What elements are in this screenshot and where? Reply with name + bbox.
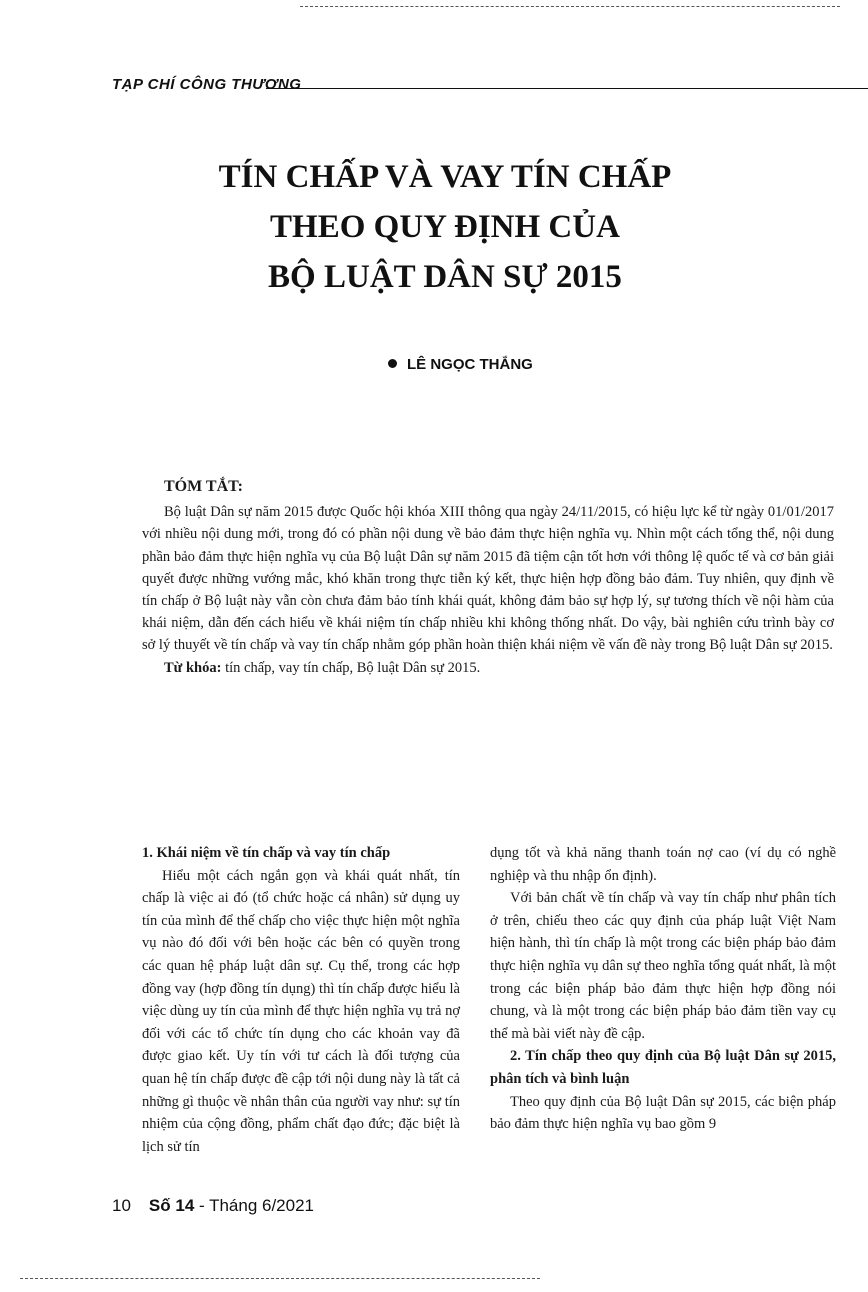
section-2-title: 2. Tín chấp theo quy định của Bộ luật Dân sự 2015, phân tích và bình luận	[490, 1048, 836, 1087]
abstract-heading: TÓM TẮT:	[164, 478, 243, 495]
section-2-body: Theo quy định của Bộ luật Dân sự 2015, các biện pháp bảo đảm thực hiện nghĩa vụ bao gồm 9	[490, 1093, 836, 1133]
article-title	[140, 152, 750, 302]
keywords-text: tín chấp, vay tín chấp, Bộ luật Dân sự 2015.	[221, 659, 481, 676]
continued-paragraph: dụng tốt và khả năng thanh toán nợ cao (ví dụ có nghề nghiệp và thu nhập ổn định).	[490, 845, 836, 884]
title-line-2: THEO QUY ĐỊNH CỦA	[270, 209, 620, 245]
abstract-block	[142, 476, 834, 679]
bottom-dashed-line	[20, 1278, 540, 1279]
issue-date: - Tháng 6/2021	[194, 1196, 315, 1215]
author-name: LÊ NGỌC THẮNG	[407, 356, 533, 373]
title-line-1: TÍN CHẤP VÀ VAY TÍN CHẤP	[218, 159, 672, 195]
abstract-keywords	[142, 657, 834, 679]
top-dashed-line	[300, 6, 840, 7]
section-1-title: 1. Khái niệm về tín chấp và vay tín chấp	[142, 845, 391, 861]
page-footer	[112, 1196, 314, 1216]
issue-number: Số 14	[148, 1196, 195, 1215]
header-rule	[266, 88, 868, 89]
page-number: 10	[112, 1196, 131, 1215]
section-1-body: Hiểu một cách ngắn gọn và khái quát nhất, tín chấp là việc ai đó (tổ chức hoặc cá nhân) sử dụng uy tín của mình để thế chấp cho việc thực hiện một nghĩa vụ nào đó đối với bên hoặc các bên có quyền trong các quan hệ pháp luật dân sự. Cụ thể, trong các hợp đồng vay (hợp đồng tín dụng) thì tín chấp được hiểu là việc dùng uy tín của mình để thực hiện nghĩa vụ trả nợ đối với các tổ chức tín dụng cho các khoản vay đã được giao kết. Uy tín với tư cách là đối tượng của quan hệ tín chấp được đề cập tới nội dung này là tất cả những gì thuộc về nhân thân của người vay như: sự tín nhiệm của cộng đồng, phẩm chất đạo đức; đặc biệt là lịch sử tín	[142, 867, 460, 1155]
abstract-body: Bộ luật Dân sự năm 2015 được Quốc hội khóa XIII thông qua ngày 24/11/2015, có hiệu lực kể từ ngày 01/01/2017 với nhiều nội dung mới, trong đó có phần nội dung về bảo đảm thực hiện nghĩa vụ. Nhìn một cách tổng thể, nội dung phần bảo đảm thực hiện nghĩa vụ của Bộ luật Dân sự năm 2015 đã tiệm cận tốt hơn với thông lệ quốc tế và cơ bản giải quyết được những vướng mắc, khó khăn trong thực tiễn ký kết, thực hiện hợp đồng bảo đảm. Tuy nhiên, quy định về tín chấp ở Bộ luật này vẫn còn chưa đảm bảo tính khái quát, không đảm bảo sự hợp lý, sự tương thích về nội hàm của khái niệm, dẫn đến cách hiểu về khái niệm tín chấp nhiều khi không thống nhất. Do vậy, bài nghiên cứu trình bày cơ sở lý thuyết về tín chấp và vay tín chấp nhằm góp phần hoàn thiện khái niệm về vấn đề này trong Bộ luật Dân sự 2015.	[142, 504, 834, 654]
keywords-label: Từ khóa:	[164, 659, 222, 676]
paragraph-2: Với bản chất về tín chấp và vay tín chấp như phân tích ở trên, chiếu theo các quy định của pháp luật Việt Nam hiện hành, thì tín chấp là một trong các biện pháp bảo đảm thực hiện nghĩa vụ dân sự theo nghĩa tổng quát nhất, là một trong các biện pháp bảo đảm thực hiện hợp đồng nói chung, và là một trong các biện pháp bảo đảm tiền vay cụ thể mà bài viết này đề cập.	[490, 890, 836, 1042]
bullet-dot-icon	[388, 359, 397, 368]
left-column	[142, 842, 460, 1158]
title-line-3: BỘ LUẬT DÂN SỰ 2015	[268, 259, 622, 295]
author-byline	[388, 356, 533, 373]
right-column	[490, 842, 836, 1136]
journal-header: TẠP CHÍ CÔNG THƯƠNG	[112, 76, 302, 93]
